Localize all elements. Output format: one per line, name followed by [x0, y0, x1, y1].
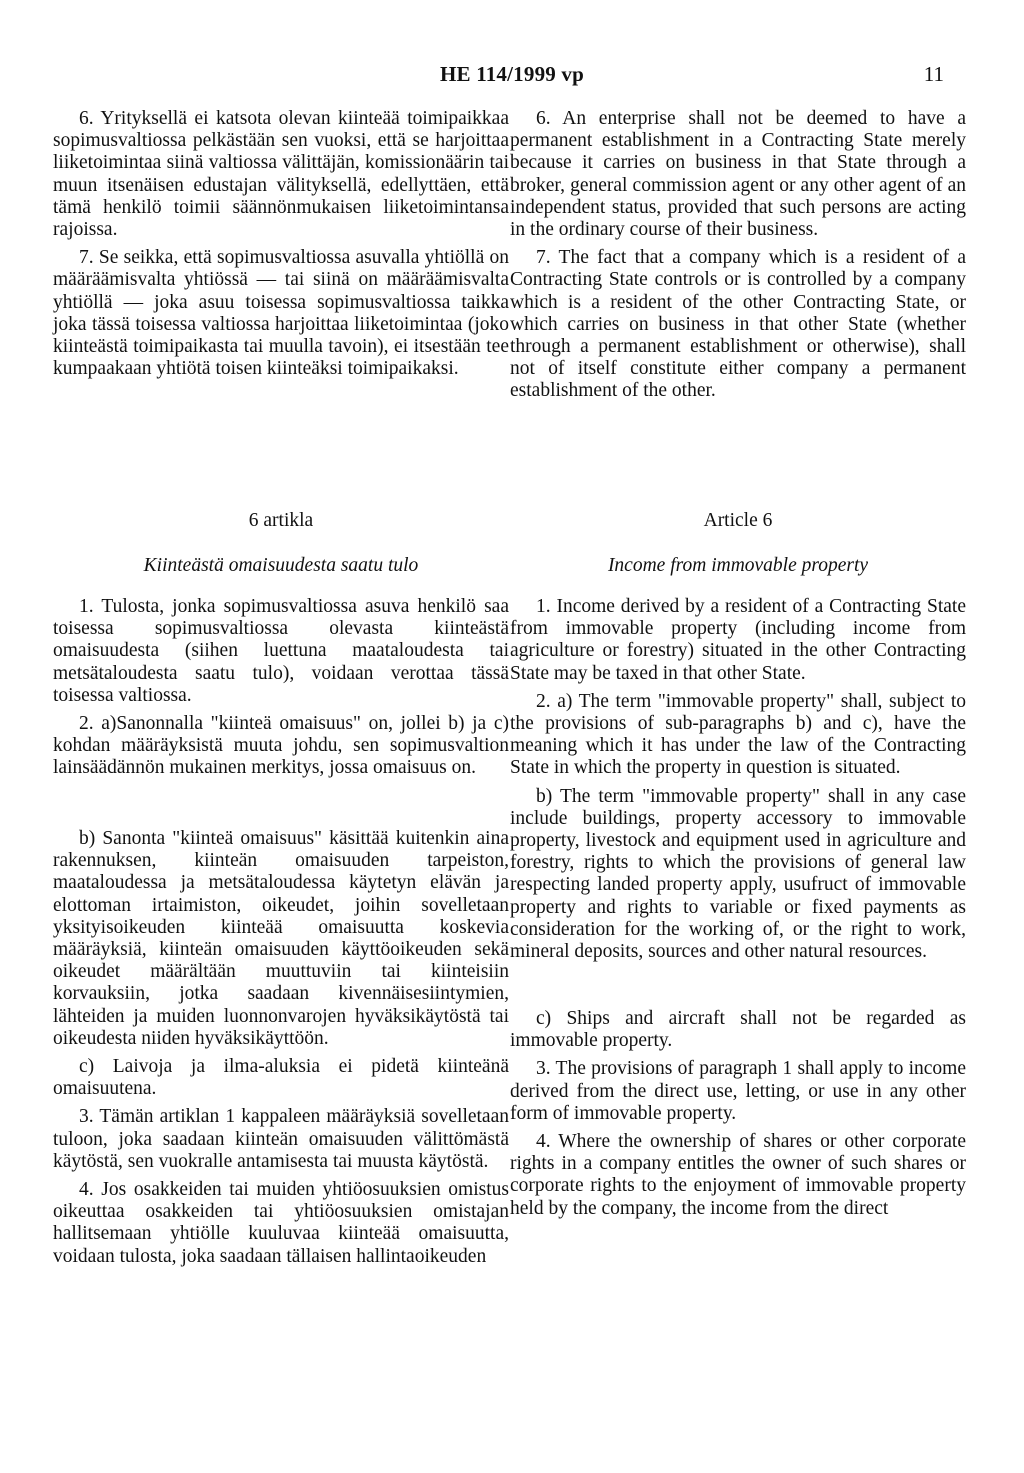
page-number: 11: [923, 62, 944, 86]
article-subtitle-en: Income from immovable property: [607, 555, 869, 576]
document-title: HE 114/1999 vp: [440, 62, 584, 86]
paragraph-6-fi: 6. Yrityksellä ei katsota olevan kiinteää toimipaikkaa sopimusvaltiossa pelkästään sen vuoksi, että se harjoittaa liiketoimintaa siinä valtiossa välittäjän, komissionäärin tai muun itsenäisen edustajan välityksellä, edellyttäen, että tämä henkilö toimii säännönmukaisen liiketoimintansa rajoissa.: [53, 108, 509, 241]
article-paragraph-2a-en: 2. a) The term "immovable property" shall, subject to the provisions of sub-paragraphs b) and c), have the meaning which it has under the law of the Contracting State in which the property in question is situated.: [510, 690, 966, 779]
article-paragraph-1-fi: 1. Tulosta, jonka sopimusvaltiossa asuva henkilö saa toisessa sopimusvaltiossa olevasta kiinteästä omaisuudesta (siihen luettuna maataloudesta tai metsätaloudesta saatu tulo), voidaan verottaa tässä toisessa valtiossa.: [53, 596, 509, 706]
article-paragraph-2a-fi: 2. a)Sanonnalla "kiinteä omaisuus" on, jollei b) ja c) kohdan määräyksistä muuta johdu, sen sopimusvaltion lainsäädännön mukainen merkitys, jossa omaisuus on.: [53, 713, 509, 779]
article-subtitle-fi: Kiinteästä omaisuudesta saatu tulo: [143, 555, 419, 576]
paragraph-7-en: 7. The fact that a company which is a resident of a Contracting State controls or is controlled by a company which is a resident of the other Contracting State, or which carries on business in that other State (whether through a permanent establishment or otherwise), shall not of itself constitute either company a permanent establishment of the other.: [510, 247, 966, 402]
article-paragraph-2b-fi: b) Sanonta "kiinteä omaisuus" käsittää kuitenkin aina rakennuksen, kiinteän omaisuuden tarpeiston, maataloudessa ja metsätaloudessa käytetyn elävän ja elottoman irtaimiston, oikeudet, joihin sovelletaan yksityisoikeuden kiinteää omaisuutta koskevia määräyksiä, kiinteän omaisuuden käyttöoikeuden sekä oikeudet määrältään muuttuviin tai kiinteisiin korvauksiin, jotka saadaan kivennäisesiintymien, lähteiden ja muiden luonnonvarojen hyväksikäytöstä tai oikeudesta niiden hyväksikäyttöön.: [53, 828, 509, 1049]
article-paragraph-4-en: 4. Where the ownership of shares or other corporate rights in a company entitles the owner of such shares or corporate rights to the enjoyment of immovable property held by the company, the income from the direct: [510, 1131, 966, 1219]
article-title-fi: 6 artikla: [248, 510, 314, 531]
article-paragraph-3-en: 3. The provisions of paragraph 1 shall apply to income derived from the direct use, letting, or use in any other form of immovable property.: [510, 1058, 966, 1124]
article-paragraph-1-en: 1. Income derived by a resident of a Contracting State from immovable property (including income from agriculture or forestry) situated in the other Contracting State may be taxed in that other State.: [510, 596, 966, 684]
article-paragraph-4-fi: 4. Jos osakkeiden tai muiden yhtiöosuuksien omistus oikeuttaa osakkeiden tai yhtiöosuuksien omistajan hallitsemaan yhtiölle kuuluvaa kiinteää omaisuutta, voidaan tulosta, joka saadaan tällaisen hallintaoikeuden: [53, 1179, 509, 1267]
article-paragraph-2c-en: c) Ships and aircraft shall not be regarded as immovable property.: [510, 1008, 966, 1052]
article-paragraph-3-fi: 3. Tämän artiklan 1 kappaleen määräyksiä sovelletaan tuloon, joka saadaan kiinteän omaisuuden välittömästä käytöstä, sen vuokralle antamisesta tai muusta käytöstä.: [53, 1106, 509, 1172]
article-title-en: Article 6: [703, 510, 773, 531]
page-header: [0, 62, 1024, 92]
article-paragraph-2c-fi: c) Laivoja ja ilma-aluksia ei pidetä kiinteänä omaisuutena.: [53, 1056, 509, 1100]
article-paragraph-2b-en: b) The term "immovable property" shall in any case include buildings, property accessory to immovable property, livestock and equipment used in agriculture and forestry, rights to which the provisions of general law respecting landed property apply, usufruct of immovable property and rights to variable or fixed payments as consideration for the working of, or the right to work, mineral deposits, sources and other natural resources.: [510, 785, 966, 963]
paragraph-7-fi: 7. Se seikka, että sopimusvaltiossa asuvalla yhtiöllä on määräämisvalta yhtiössä — tai siinä on määräämisvalta yhtiöllä — joka asuu toisessa sopimusvaltiossa taikka joka tässä toisessa valtiossa harjoittaa liiketoimintaa (joko kiinteästä toimipaikasta tai muulla tavoin), ei itsestään tee kumpaakaan yhtiötä toisen kiinteäksi toimipaikaksi.: [53, 247, 509, 380]
paragraph-6-en: 6. An enterprise shall not be deemed to have a permanent establishment in a Contracting State merely because it carries on business in that State through a broker, general commission agent or any other agent of an independent status, provided that such persons are acting in the ordinary course of their business.: [510, 108, 966, 241]
